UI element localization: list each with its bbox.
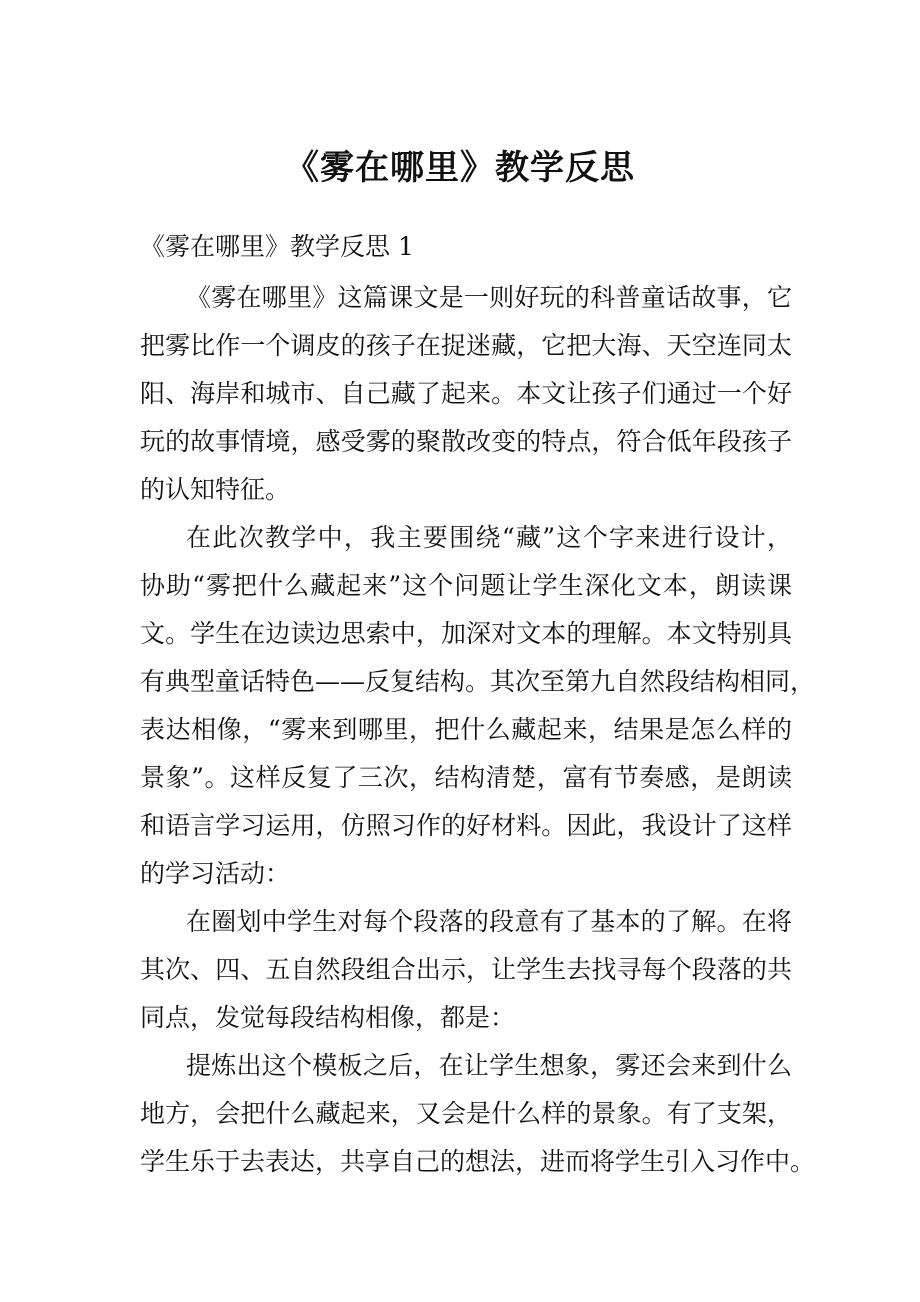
paragraph xyxy=(140,514,816,898)
paragraph-line: 《雾在哪里》这篇课文是一则好玩的科普童话故事，它 xyxy=(186,283,792,312)
paragraph-line: 学生乐于去表达，共享自己的想法，进而将学生引入习作中。 xyxy=(140,1147,816,1176)
paragraph-line: 协助“雾把什么藏起来”这个问题让学生深化文本，朗读课 xyxy=(140,571,792,600)
paragraph xyxy=(140,274,792,514)
paragraph-line: 其次、四、五自然段组合出示，让学生去找寻每个段落的共 xyxy=(140,955,792,984)
section-heading: 《雾在哪里》教学反思 1 xyxy=(140,232,414,261)
paragraph-line: 在圈划中学生对每个段落的段意有了基本的了解。在将 xyxy=(186,907,792,936)
paragraph-line: 的认知特征。 xyxy=(140,475,291,504)
paragraph-line: 文。学生在边读边思索中，加深对文本的理解。本文特别具 xyxy=(140,619,792,648)
paragraph-line: 把雾比作一个调皮的孩子在捉迷藏，它把大海、天空连同太 xyxy=(140,331,792,360)
paragraph xyxy=(140,898,792,1042)
paragraph-line: 表达相像，“雾来到哪里，把什么藏起来，结果是怎么样的 xyxy=(140,715,792,744)
paragraph-line: 景象”。这样反复了三次，结构清楚，富有节奏感，是朗读 xyxy=(140,763,792,792)
paragraph-line: 地方，会把什么藏起来，又会是什么样的景象。有了支架， xyxy=(140,1099,792,1128)
paragraph-line: 同点，发觉每段结构相像，都是： xyxy=(140,1003,516,1032)
paragraph-line: 在此次教学中，我主要围绕“藏”这个字来进行设计， xyxy=(186,523,792,552)
paragraph-line: 玩的故事情境，感受雾的聚散改变的特点，符合低年段孩子 xyxy=(140,427,792,456)
paragraph xyxy=(140,1042,816,1186)
paragraph-line: 有典型童话特色——反复结构。其次至第九自然段结构相同， xyxy=(140,667,816,696)
paragraph-line: 阳、海岸和城市、自己藏了起来。本文让孩子们通过一个好 xyxy=(140,379,792,408)
paragraph-line: 和语言学习运用，仿照习作的好材料。因此，我设计了这样 xyxy=(140,811,792,840)
paragraph-line: 提炼出这个模板之后，在让学生想象，雾还会来到什么 xyxy=(186,1051,792,1080)
document-title: 《雾在哪里》教学反思 xyxy=(285,148,635,188)
paragraph-line: 的学习活动： xyxy=(140,859,291,888)
document-body xyxy=(140,274,816,1186)
